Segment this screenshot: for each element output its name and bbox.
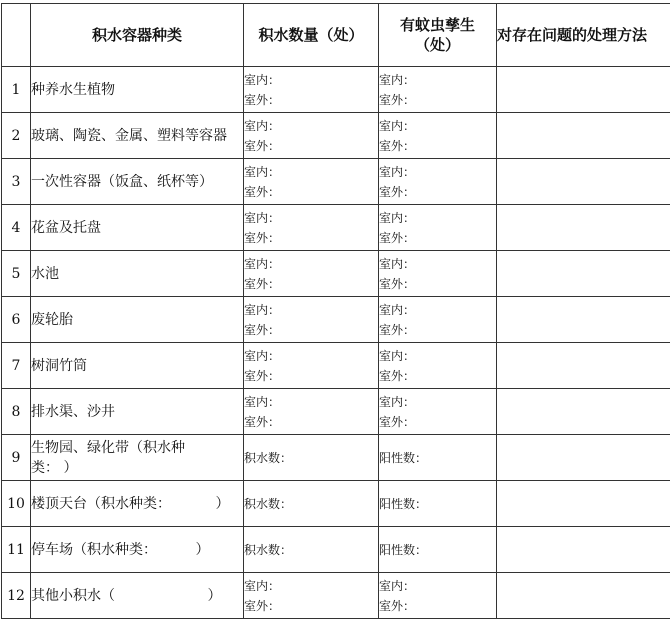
breeding-count-cell[interactable] xyxy=(379,527,497,573)
breeding-count-cell[interactable] xyxy=(379,113,497,159)
indoor-label: 室内： xyxy=(244,392,378,412)
breeding-count-cell[interactable] xyxy=(379,159,497,205)
container-type-line1: 生物园、绿化带（积水种 xyxy=(31,438,203,458)
water-count-label: 积水数： xyxy=(244,497,292,511)
row-number: 2 xyxy=(2,113,31,159)
outdoor-label: 室外： xyxy=(379,412,496,432)
indoor-label: 室内： xyxy=(244,254,378,274)
table-row xyxy=(2,159,670,205)
outdoor-label: 室外： xyxy=(244,274,378,294)
outdoor-label: 室外： xyxy=(244,90,378,110)
row-number: 7 xyxy=(2,343,31,389)
outdoor-label: 室外： xyxy=(379,274,496,294)
row-number: 5 xyxy=(2,251,31,297)
treatment-method-cell[interactable] xyxy=(497,251,670,297)
container-type: 树洞竹筒 xyxy=(31,343,244,389)
table-row xyxy=(2,573,670,619)
indoor-label: 室内： xyxy=(244,346,378,366)
water-count-cell[interactable] xyxy=(244,389,379,435)
container-type: 废轮胎 xyxy=(31,297,244,343)
container-type xyxy=(31,481,244,527)
table-row xyxy=(2,251,670,297)
row-number: 4 xyxy=(2,205,31,251)
header-water-count: 积水数量（处） xyxy=(244,4,379,67)
row-number: 1 xyxy=(2,67,31,113)
container-type: 玻璃、陶瓷、金属、塑料等容器 xyxy=(31,113,244,159)
treatment-method-cell[interactable] xyxy=(497,527,670,573)
container-type: 一次性容器（饭盒、纸杯等） xyxy=(31,159,244,205)
row-number: 6 xyxy=(2,297,31,343)
outdoor-label: 室外： xyxy=(379,90,496,110)
container-type-close: ） xyxy=(195,540,209,560)
outdoor-label: 室外： xyxy=(379,182,496,202)
indoor-label: 室内： xyxy=(379,346,496,366)
outdoor-label: 室外： xyxy=(379,596,496,616)
treatment-method-cell[interactable] xyxy=(497,159,670,205)
breeding-count-cell[interactable] xyxy=(379,205,497,251)
water-count-cell[interactable] xyxy=(244,481,379,527)
outdoor-label: 室外： xyxy=(379,136,496,156)
breeding-count-cell[interactable] xyxy=(379,297,497,343)
indoor-label: 室内： xyxy=(379,392,496,412)
table-row xyxy=(2,527,670,573)
breeding-count-cell[interactable] xyxy=(379,435,497,481)
table-row xyxy=(2,389,670,435)
container-type-text: 楼顶天台（积水种类： xyxy=(31,496,171,512)
header-number xyxy=(2,4,31,67)
header-mosquito-line1: 有蚊虫孳生 xyxy=(379,15,496,35)
row-number: 8 xyxy=(2,389,31,435)
container-type: 排水渠、沙井 xyxy=(31,389,244,435)
water-count-cell[interactable] xyxy=(244,435,379,481)
positive-count-label: 阳性数： xyxy=(379,451,427,465)
table-row xyxy=(2,343,670,389)
indoor-label: 室内： xyxy=(244,300,378,320)
indoor-label: 室内： xyxy=(379,208,496,228)
indoor-label: 室内： xyxy=(379,70,496,90)
indoor-label: 室内： xyxy=(244,116,378,136)
row-number: 11 xyxy=(2,527,31,573)
header-mosquito-line2: （处） xyxy=(379,35,496,55)
survey-table xyxy=(1,3,670,619)
treatment-method-cell[interactable] xyxy=(497,573,670,619)
indoor-label: 室内： xyxy=(244,162,378,182)
indoor-label: 室内： xyxy=(379,116,496,136)
container-type: 花盆及托盘 xyxy=(31,205,244,251)
container-type-line2: 类： ） xyxy=(31,458,203,478)
row-number: 10 xyxy=(2,481,31,527)
indoor-label: 室内： xyxy=(244,576,378,596)
indoor-label: 室内： xyxy=(379,576,496,596)
table-row xyxy=(2,435,670,481)
breeding-count-cell[interactable] xyxy=(379,343,497,389)
breeding-count-cell[interactable] xyxy=(379,481,497,527)
water-count-cell[interactable] xyxy=(244,159,379,205)
outdoor-label: 室外： xyxy=(244,182,378,202)
container-type-text: 停车场（积水种类： xyxy=(31,542,157,558)
water-count-label: 积水数： xyxy=(244,543,292,557)
table-row xyxy=(2,205,670,251)
outdoor-label: 室外： xyxy=(379,320,496,340)
outdoor-label: 室外： xyxy=(244,320,378,340)
outdoor-label: 室外： xyxy=(244,228,378,248)
breeding-count-cell[interactable] xyxy=(379,573,497,619)
outdoor-label: 室外： xyxy=(379,366,496,386)
treatment-method-cell[interactable] xyxy=(497,435,670,481)
outdoor-label: 室外： xyxy=(379,228,496,248)
header-row xyxy=(2,4,670,67)
container-type-close: ） xyxy=(215,494,229,514)
table-row xyxy=(2,113,670,159)
table-row xyxy=(2,481,670,527)
outdoor-label: 室外： xyxy=(244,596,378,616)
water-count-cell[interactable] xyxy=(244,205,379,251)
table-row xyxy=(2,297,670,343)
water-count-cell[interactable] xyxy=(244,113,379,159)
container-type-close: ） xyxy=(207,586,221,606)
indoor-label: 室内： xyxy=(379,300,496,320)
header-container-type: 积水容器种类 xyxy=(31,4,244,67)
indoor-label: 室内： xyxy=(379,254,496,274)
water-count-cell[interactable] xyxy=(244,251,379,297)
header-treatment-method: 对存在问题的处理方法 xyxy=(497,4,670,67)
row-number: 9 xyxy=(2,435,31,481)
table-row xyxy=(2,67,670,113)
indoor-label: 室内： xyxy=(244,70,378,90)
outdoor-label: 室外： xyxy=(244,412,378,432)
treatment-method-cell[interactable] xyxy=(497,205,670,251)
indoor-label: 室内： xyxy=(244,208,378,228)
header-mosquito-breeding xyxy=(379,4,497,67)
treatment-method-cell[interactable] xyxy=(497,67,670,113)
breeding-count-cell[interactable] xyxy=(379,67,497,113)
water-count-cell[interactable] xyxy=(244,573,379,619)
treatment-method-cell[interactable] xyxy=(497,343,670,389)
water-count-label: 积水数： xyxy=(244,451,292,465)
outdoor-label: 室外： xyxy=(244,366,378,386)
treatment-method-cell[interactable] xyxy=(497,113,670,159)
container-type: 水池 xyxy=(31,251,244,297)
water-count-cell[interactable] xyxy=(244,527,379,573)
positive-count-label: 阳性数： xyxy=(379,497,427,511)
water-count-cell[interactable] xyxy=(244,297,379,343)
breeding-count-cell[interactable] xyxy=(379,251,497,297)
container-type xyxy=(31,435,244,481)
container-type: 种养水生植物 xyxy=(31,67,244,113)
container-type xyxy=(31,573,244,619)
water-count-cell[interactable] xyxy=(244,67,379,113)
treatment-method-cell[interactable] xyxy=(497,389,670,435)
breeding-count-cell[interactable] xyxy=(379,389,497,435)
row-number: 3 xyxy=(2,159,31,205)
row-number: 12 xyxy=(2,573,31,619)
treatment-method-cell[interactable] xyxy=(497,481,670,527)
water-count-cell[interactable] xyxy=(244,343,379,389)
container-type xyxy=(31,527,244,573)
indoor-label: 室内： xyxy=(379,162,496,182)
container-type-text: 其他小积水（ xyxy=(31,588,115,604)
treatment-method-cell[interactable] xyxy=(497,297,670,343)
outdoor-label: 室外： xyxy=(244,136,378,156)
positive-count-label: 阳性数： xyxy=(379,543,427,557)
